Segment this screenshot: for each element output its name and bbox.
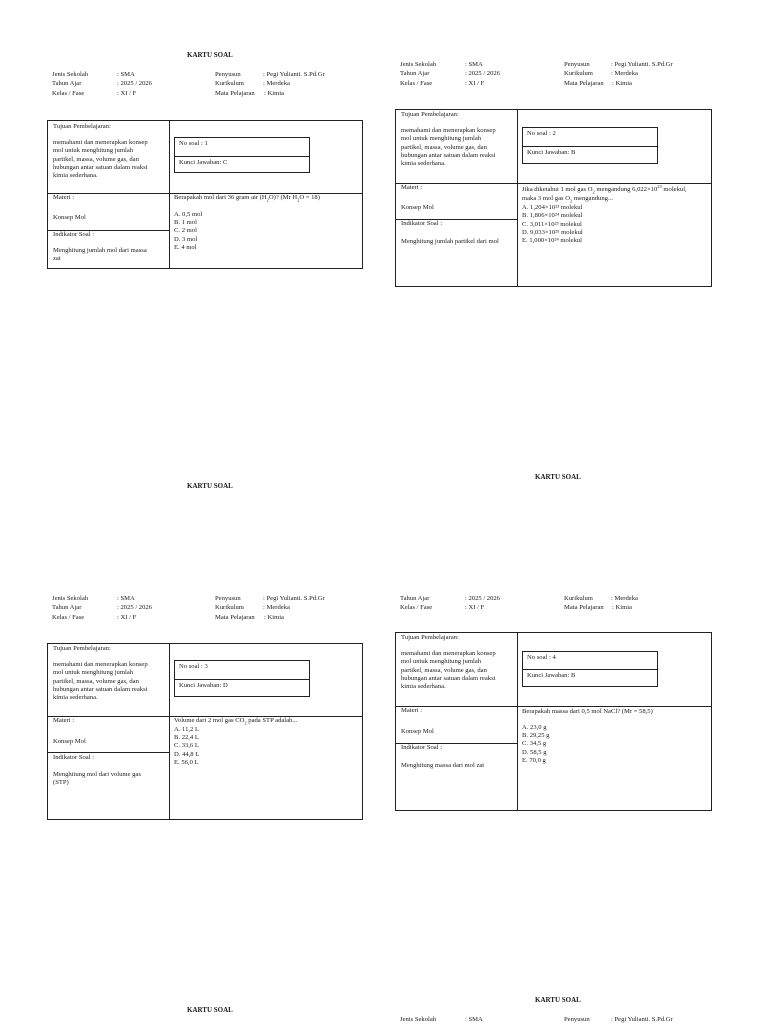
materi-label: Materi :	[53, 194, 75, 201]
tujuan-text: kimia sederhana.	[53, 172, 98, 180]
label-mata-pelajaran: Mata Pelajaran	[564, 80, 604, 87]
tujuan-text: hubungan antar satuan dalam reaksi	[53, 163, 148, 171]
question-text: Berapakah massa dari 0,5 mol NaCl? (Mr = 58,5)	[522, 708, 653, 715]
value-jenis-sekolah: : SMA	[465, 1016, 483, 1023]
card-header	[400, 61, 720, 91]
tujuan-text: mol untuk menghitung jumlah	[53, 669, 134, 677]
options-list	[522, 724, 549, 765]
value-kurikulum: : Merdeka	[263, 80, 290, 87]
value-jenis-sekolah: : SMA	[117, 595, 135, 602]
question-text	[174, 194, 362, 203]
label-kelas-fase: Kelas / Fase	[52, 614, 85, 621]
tujuan-text: mol untuk menghitung jumlah	[401, 658, 482, 666]
option-d: D. 3 mol	[174, 235, 198, 243]
option-d: D. 9,033×10²⁵ molekul	[522, 228, 583, 236]
option-a: A. 11,2 L	[174, 726, 200, 733]
value-kelas-fase: : XI / F	[117, 90, 137, 97]
tujuan-section	[401, 111, 514, 168]
tujuan-text: memahami dan menerapkan konsep	[53, 139, 148, 147]
card-header	[52, 71, 352, 101]
option-e: E. 56,0 L	[174, 758, 199, 766]
option-c: C. 3,011×10²³ molekul	[522, 220, 582, 228]
option-a: A. 23,0 g	[522, 724, 547, 731]
tujuan-text: partikel, massa, volume gas, dan	[401, 666, 487, 674]
value-jenis-sekolah: : SMA	[465, 61, 483, 68]
question-number: No soal : 3	[179, 663, 208, 670]
card-header	[400, 1016, 720, 1024]
option-c: C. 33,6 L	[174, 742, 199, 750]
question-subscript: 2	[592, 189, 595, 195]
answer-key: Kunci Jawaban: B	[527, 149, 576, 156]
label-kurikulum: Kurikulum	[215, 604, 244, 611]
materi-label: Materi :	[401, 707, 423, 714]
label-kelas-fase: Kelas / Fase	[52, 90, 85, 97]
answer-key-box	[174, 137, 310, 173]
label-penyusun: Penyusun	[564, 1016, 590, 1023]
tujuan-text: memahami dan menerapkan konsep	[401, 650, 496, 658]
question-part: pada STP adalah...	[246, 717, 298, 724]
label-jenis-sekolah: Jenis Sekolah	[52, 595, 89, 602]
question-number: No soal : 1	[179, 140, 208, 147]
value-penyusun: : Pegi Yulianti. S.Pd.Gr	[611, 1016, 673, 1023]
tujuan-text: partikel, massa, volume gas, dan	[53, 677, 139, 685]
tujuan-text: hubungan antar satuan dalam reaksi	[401, 674, 496, 682]
card-title: KARTU SOAL	[535, 473, 581, 481]
option-b: B. 1,806×10²⁴ molekul	[522, 212, 583, 220]
question-number: No soal : 4	[527, 654, 556, 661]
card-title: KARTU SOAL	[535, 996, 581, 1004]
options-list	[174, 211, 202, 252]
question-part: mengandung 6,022×10	[594, 186, 658, 194]
option-e: E. 1,000×10²⁴ molekul	[522, 237, 583, 244]
value-tahun-ajar: : 2025 / 2026	[117, 80, 152, 87]
value-kurikulum: : Merdeka	[611, 595, 638, 602]
question-part: maka 3 mol gas O	[522, 195, 570, 203]
answer-key: Kunci Jawaban: B	[527, 672, 576, 679]
answer-key: Kunci Jawaban: D	[179, 682, 228, 689]
question-text	[174, 717, 297, 726]
option-c: C. 2 mol	[174, 227, 197, 235]
indikator-line: Menghitung jumlah mol dari massa	[53, 247, 147, 254]
option-e: E. 70,0 g	[522, 756, 546, 764]
label-mata-pelajaran: Mata Pelajaran	[564, 604, 604, 611]
indikator-line: Menghitung mol dari volume gas	[53, 771, 141, 778]
question-part: mengandung...	[572, 195, 613, 203]
tujuan-section	[53, 123, 165, 180]
label-tahun-ajar: Tahun Ajar	[52, 604, 82, 611]
label-kelas-fase: Kelas / Fase	[400, 604, 433, 611]
question-subscript: 2	[244, 720, 247, 726]
answer-key-box	[174, 660, 310, 697]
card-title: KARTU SOAL	[187, 482, 233, 490]
indikator-label: Indikator Soal :	[53, 754, 95, 761]
label-mata-pelajaran: Mata Pelajaran	[215, 90, 255, 97]
value-jenis-sekolah: : SMA	[117, 71, 135, 78]
option-b: B. 1 mol	[174, 219, 197, 227]
value-kelas-fase: : XI / F	[117, 614, 137, 621]
value-kelas-fase: : XI / F	[465, 604, 485, 611]
indikator-text	[53, 771, 165, 787]
materi-value: Konsep Mol	[401, 204, 434, 211]
label-jenis-sekolah: Jenis Sekolah	[400, 61, 437, 68]
value-tahun-ajar: : 2025 / 2026	[465, 70, 500, 77]
value-kurikulum: : Merdeka	[263, 604, 290, 611]
answer-key-box	[522, 127, 658, 164]
answer-key-box	[522, 651, 658, 687]
tujuan-section	[401, 634, 514, 691]
label-kurikulum: Kurikulum	[564, 70, 593, 77]
label-jenis-sekolah: Jenis Sekolah	[52, 71, 89, 78]
card-header	[400, 595, 720, 615]
label-penyusun: Penyusun	[564, 61, 590, 68]
label-penyusun: Penyusun	[215, 595, 241, 602]
tujuan-text: mol untuk menghitung jumlah	[53, 147, 134, 155]
value-mata-pelajaran: : Kimia	[264, 90, 284, 97]
question-part: O)? (Mr H	[268, 194, 298, 201]
tujuan-text: kimia sederhana.	[53, 694, 98, 702]
question-part: Berapakah mol dari 36 gram air (H	[174, 194, 267, 201]
value-penyusun: : Pegi Yulianti. S.Pd.Gr	[611, 61, 673, 68]
question-part: molekul,	[661, 186, 687, 194]
tujuan-text: memahami dan menerapkan konsep	[53, 661, 148, 669]
question-part: Jika diketahui 1 mol gas O	[522, 186, 593, 194]
materi-label: Materi :	[401, 184, 423, 191]
indikator-label: Indikator Soal :	[401, 744, 443, 751]
question-subscript: 2	[297, 197, 300, 203]
indikator-label: Indikator Soal :	[401, 220, 443, 227]
question-part: O = 18)	[299, 194, 320, 201]
label-tahun-ajar: Tahun Ajar	[400, 70, 430, 77]
question-part: Volume dari 2 mol gas CO	[174, 717, 245, 724]
label-jenis-sekolah: Jenis Sekolah	[400, 1016, 437, 1023]
tujuan-text: hubungan antar satuan dalam reaksi	[401, 151, 496, 159]
question-card-2	[395, 109, 712, 287]
card-title: KARTU SOAL	[187, 51, 233, 59]
value-mata-pelajaran: : Kimia	[264, 614, 284, 621]
value-kelas-fase: : XI / F	[465, 80, 485, 87]
options-list	[174, 726, 199, 767]
question-subscript: 2	[569, 198, 573, 204]
question-card-3	[47, 643, 363, 820]
indikator-line: zat	[53, 255, 61, 263]
label-mata-pelajaran: Mata Pelajaran	[215, 614, 255, 621]
materi-value: Konsep Mol	[53, 738, 86, 745]
answer-key: Kunci Jawaban: C	[179, 159, 228, 166]
indikator-text: Menghitung jumlah partikel dari mol	[401, 238, 499, 245]
indikator-text: Menghitung massa dari mol zat	[401, 762, 485, 769]
value-penyusun: : Pegi Yulianti. S.Pd.Gr	[263, 595, 325, 602]
label-kurikulum: Kurikulum	[564, 595, 593, 602]
option-d: D. 44,8 L	[174, 750, 200, 758]
label-penyusun: Penyusun	[215, 71, 241, 78]
option-a: A. 1,204×10²³ molekul	[522, 204, 583, 212]
value-tahun-ajar: : 2025 / 2026	[117, 604, 152, 611]
option-d: D. 58,5 g	[522, 748, 547, 756]
tujuan-text: partikel, massa, volume gas, dan	[401, 143, 487, 151]
tujuan-section	[53, 645, 165, 702]
question-subscript: 2	[266, 197, 269, 203]
tujuan-text: memahami dan menerapkan konsep	[401, 127, 496, 135]
option-a: A. 0,5 mol	[174, 211, 203, 218]
option-b: B. 22,4 L	[174, 734, 199, 742]
tujuan-text: kimia sederhana.	[401, 160, 446, 168]
tujuan-label: Tujuan Pembelajaran:	[53, 123, 111, 130]
tujuan-text: hubungan antar satuan dalam reaksi	[53, 685, 148, 693]
card-header	[52, 595, 352, 625]
value-mata-pelajaran: : Kimia	[612, 604, 632, 611]
tujuan-text: partikel, massa, volume gas, dan	[53, 155, 139, 163]
value-mata-pelajaran: : Kimia	[612, 80, 632, 87]
value-tahun-ajar: : 2025 / 2026	[465, 595, 500, 602]
materi-value: Konsep Mol	[53, 214, 86, 221]
question-number: No soal : 2	[527, 130, 556, 137]
option-e: E. 4 mol	[174, 243, 197, 251]
materi-label: Materi :	[53, 717, 75, 724]
tujuan-label: Tujuan Pembelajaran:	[401, 111, 459, 118]
option-b: B. 29,25 g	[522, 732, 550, 740]
label-kurikulum: Kurikulum	[215, 80, 244, 87]
label-tahun-ajar: Tahun Ajar	[400, 595, 430, 602]
materi-value: Konsep Mol	[401, 728, 434, 735]
question-card-4	[395, 632, 712, 811]
indikator-text	[53, 247, 165, 263]
tujuan-label: Tujuan Pembelajaran:	[53, 645, 111, 652]
value-penyusun: : Pegi Yulianti. S.Pd.Gr	[263, 71, 325, 78]
value-kurikulum: : Merdeka	[611, 70, 638, 77]
option-c: C. 34,5 g	[522, 740, 547, 748]
tujuan-text: kimia sederhana.	[401, 683, 446, 691]
card-title: KARTU SOAL	[187, 1006, 233, 1014]
label-tahun-ajar: Tahun Ajar	[52, 80, 82, 87]
question-card-1	[47, 120, 363, 269]
question-superscript: 23	[657, 184, 662, 189]
indikator-label: Indikator Soal :	[53, 231, 95, 238]
tujuan-label: Tujuan Pembelajaran:	[401, 634, 459, 641]
question-text	[522, 184, 712, 245]
label-kelas-fase: Kelas / Fase	[400, 80, 433, 87]
indikator-line: (STP)	[53, 779, 69, 787]
tujuan-text: mol untuk menghitung jumlah	[401, 135, 482, 143]
